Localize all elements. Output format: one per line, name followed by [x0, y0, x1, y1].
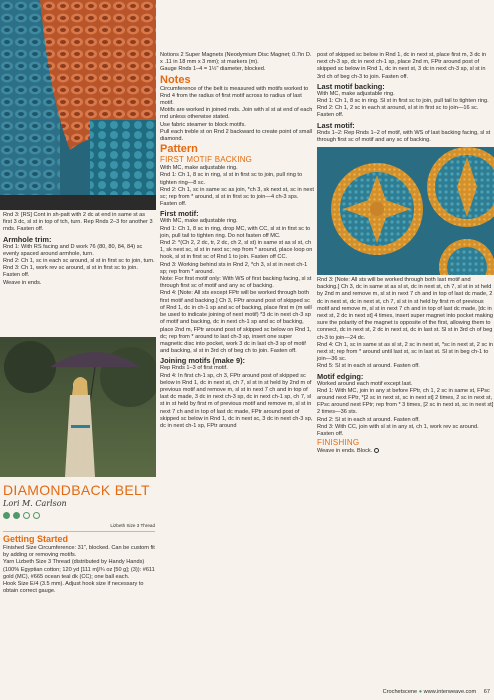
motif-edging-heading: Motif edging: — [317, 371, 364, 381]
skill-dot-icon — [3, 512, 10, 519]
armhole-rnd3: Rnd 3: Ch 1, work rev sc around, sl st in first sc to join. Fasten off. — [3, 265, 138, 279]
shrug-texture-photo — [0, 0, 156, 210]
armhole-trim-heading: Armhole trim: — [3, 234, 52, 244]
armhole-rnd2: Rnd 2: Ch 1, sc in each sc around, sl st in first sc to join, turn. — [3, 258, 155, 265]
end-mark-icon — [374, 448, 379, 453]
finishing-text-content: Weave in ends. Block. — [317, 448, 373, 455]
armhole-rnd1: Rnd 1: With RS facing and D work 76 (80, 80, 84, 84) sc evenly spaced around armhole, turn. — [3, 243, 143, 257]
yarn-info: Yarn Lizbeth Size 3 Thread (distributed by Handy Hands) (100% Egyptian cotton; 120 yd [111 m]/¾ oz [50 g]; (3)): #611 gold (MC), #665 ocean teal dk (CC); one ball each. — [3, 559, 155, 580]
fm-rnd1: Rnd 1: Ch 1, 8 sc in ring, drop MC, with CC, sl st in first sc to join, pull tail to tighten ring. Do not fasten off MC. — [160, 225, 311, 239]
crochet-motif-image — [317, 147, 494, 275]
page-number: 67 — [483, 689, 490, 695]
notes-heading: Notes — [160, 73, 191, 86]
rnd3-paragraph: Rnd 3: [RS] Cont in sh-patt with 2 dc at end in same st as first 3 dc, sl st in top of tch, turn. Rep Rnds 2–3 for another 3 rnds. Fasten off. — [3, 212, 153, 233]
lb-rnd1: Rnd 1: Ch 1, 8 sc in ring. Sl st in first sc to join, pull tail to tighten ring. — [317, 98, 489, 105]
page-footer — [320, 688, 490, 696]
skill-level-icons — [3, 512, 155, 519]
hook-info: Hook Size E/4 (3.5 mm). Adjust hook size if necessary to obtain correct gauge. — [3, 581, 144, 595]
lb-rnd2: Rnd 2: Ch 1, 2 sc in each st around, sl st in first sc to join—16 sc. Fasten off. — [317, 105, 479, 119]
footer-brand: Crochetscene — [382, 689, 418, 695]
fb-rnd1: Rnd 1: Ch 1, 8 sc in ring, sl st in first sc to join, pull ring to tighten ring—8 sc. — [160, 172, 303, 186]
middle-column — [160, 52, 314, 430]
lm-rnds: Rnds 1–2: Rep Rnds 1–2 of motif, with WS of last backing facing, sl st through first sc of motif and any sc of backing. — [317, 129, 491, 143]
crochet-texture-image — [0, 0, 156, 210]
footer-url: www.interweave.com — [423, 689, 477, 695]
pattern-title: DIAMONDBACK BELT — [3, 482, 150, 498]
fb-intro: With MC, make adjustable ring. — [160, 165, 238, 172]
skill-dot-empty-icon — [33, 512, 40, 519]
fm-rnd3: Rnd 3: Working behind sts in Rnd 2, *ch 3, sl st in next ch-1 sp; rep from * around. — [160, 261, 308, 275]
first-motif-heading: First motif: — [160, 209, 199, 219]
thread-label: Lizbeth Size 3 Thread — [110, 523, 155, 528]
finishing-heading: FINISHING — [317, 438, 360, 448]
fm-rnd2: Rnd 2: *(Ch 2, 2 dc, tr, 2 dc, ch 2, sl st) in same st as sl st, ch 1, sk next sc, sl st in next sc; rep from * around, place loop on hook, sl st in first sc of Rnd 1 to join. Fasten off CC. — [160, 240, 313, 261]
designer-byline: Lori M. Carlson — [3, 499, 67, 508]
ed-intro: Worked around each motif except last. — [317, 380, 413, 387]
fm-note: Note: For first motif only: With WS of first backing facing, sl st through first sc of motif and any sc of backing. — [160, 276, 312, 290]
joining-motifs-heading: Joining motifs (make 9): — [160, 356, 246, 366]
belt-motif-photo — [317, 147, 494, 275]
pattern-heading: Pattern — [160, 143, 198, 156]
finishing-text — [317, 448, 494, 455]
notes-2: Motifs are worked in joined rnds. Join with sl st at end of each rnd unless otherwise stated. — [160, 107, 313, 121]
last-motif-heading: Last motif: — [317, 120, 355, 130]
join-rnd4: Rnd 4: In first ch-1 sp, ch 3, FPtr around post of skipped sc below in Rnd 1, dc in next st, ch 7, sl st in st held by 2nd m of previous motif and remove m, sl st in next 7 ch and in top of last dc made, 3 dc in next ch-3 sp, dc in next ch-1 sp, ch 7, sl st in st held by first m of previous motif and remove m, sl st in next 7 ch and in top of last dc made, FPtr around post of skipped sc below in Rnd 1, dc in next sc, 3 dc in next ch-3 sp, dc in next ch-1 sp, FPtr around — [160, 372, 313, 429]
lm-rnd3: Rnd 3: [Note: All sts will be worked through both last motif and backing.] Ch 3, dc in same st as sl st, dc in next st, ch 7, sl st in st held by 2nd m and remove m, sl st in next 7 ch and in top of last dc made, 2 dc in next st, dc in next st, ch 7, sl st in st held by first m of previous motif and remove m, sl st in next 7 ch and in top of last dc made, [dc in next st, 2 dc in next st] 4 times, insert super magnet into pocket making sure the polarity of the magnet is opposite of the first, allowing them to connect, dc in next st, 2 dc in next st, dc in last st. Sl st in 3rd ch of beg ch-3 to join—24 dc. — [317, 277, 493, 341]
skill-dot-icon — [13, 512, 20, 519]
woman-with-umbrella-image — [0, 337, 156, 477]
fm-rnd4: Rnd 4: [Note: All sts except FPtr will be worked through both first motif and backing.] Ch 3, FPtr around post of skipped sc of Rnd 1, dc in ch-1 sp and sc of backing, place first m (m will be used to indicate joining of next motif) *3 dc in next ch-3 sp of motif and backing, dc in next ch-1 sp and sc of backing, place 2nd m, FPtr around post of skipped sc below on Rnd 1, dc; rep from * around to last ch-3 sp, insert one super magnetic disc into pocket, work 3 dc in last ch-3 sp of motif and backing, sl st in 3rd ch of beg ch to join. Fasten off. — [160, 290, 312, 355]
weave-in-text: Weave in ends. — [3, 279, 42, 286]
continued-paragraph: post of skipped sc below in Rnd 1, dc in next st, place first m, 3 dc in next ch-3 sp, dc in next ch-1 sp, place 2nd m, FPtr around post of skipped sc below in Rnd 1, dc in next st, 3 dc in next ch-3 sp, sl st in 3rd ch of beg ch-3 to join. Fasten off. — [317, 52, 487, 80]
lm-rnd5: Rnd 5: Sl st in each st around. Fasten off. — [317, 363, 420, 370]
notes-4: Pull each treble st on Rnd 2 backward to create point of small diamond. — [160, 128, 313, 143]
skill-dot-empty-icon — [23, 512, 30, 519]
ed-rnd3: Rnd 3: With CC, join with sl st in any st, ch 1, work rev sc around. Fasten off. — [317, 423, 479, 438]
notes-1: Circumference of the belt is measured with motifs worked to Rnd 4 from the radius of first motif across to radius of last motif. — [160, 85, 309, 107]
last-motif-backing-heading: Last motif backing: — [317, 81, 385, 91]
fm-intro: With MC, make adjustable ring. — [160, 218, 238, 225]
right-column — [317, 52, 494, 456]
model-photo — [0, 337, 156, 477]
notions-text: Notions 2 Super Magnets (Neodymium Disc Magnet; 0.7in D. x .11 in 18 mm x 3 mm); st markers (m). — [160, 52, 312, 66]
lb-intro: With MC, make adjustable ring. — [317, 90, 395, 97]
notes-3: Use fabric steamer to block motifs. — [160, 121, 246, 128]
fb-rnd2: Rnd 2: Ch 1, sc in same sc as join, *ch 3, sk next st, sc in next sc; rep from * around, sl st in first sc to join—4 ch-3 sps. Fasten off. — [160, 186, 314, 208]
gauge-text: Gauge Rnds 1–4 = 1½" diameter, blocked. — [160, 66, 266, 73]
lm-rnd4: Rnd 4: Ch 1, sc in same st as sl st, 2 sc in next st, *sc in next st, 2 sc in next st; rep from * around until last st, sc in last st. Sl st in beg ch-1 to join—36 sc. — [317, 341, 493, 363]
ed-rnd1: Rnd 1: With MC, join in any st before FPtr, ch 1, 2 sc in same st, FPsc around next FPtr, *[2 sc in next st, sc in next st] 2 times, 2 sc in next st, FPsc around next FPtr; rep from * 3 times, [2 sc in next st, sc in next st] 2 times—36 sts. — [317, 387, 494, 416]
ed-rnd2: Rnd 2: Sl st in each st around. Fasten off. — [317, 416, 420, 423]
getting-started-heading: Getting Started — [3, 534, 69, 544]
join-rep: Rep Rnds 1–3 of first motif. — [160, 365, 228, 372]
first-motif-backing-heading: FIRST MOTIF BACKING — [160, 155, 253, 165]
finished-size: Finished Size Circumference: 31", blocked. Can be custom fit by adding or removing motifs. — [3, 545, 155, 559]
footer-dot-icon: ● — [418, 689, 424, 695]
